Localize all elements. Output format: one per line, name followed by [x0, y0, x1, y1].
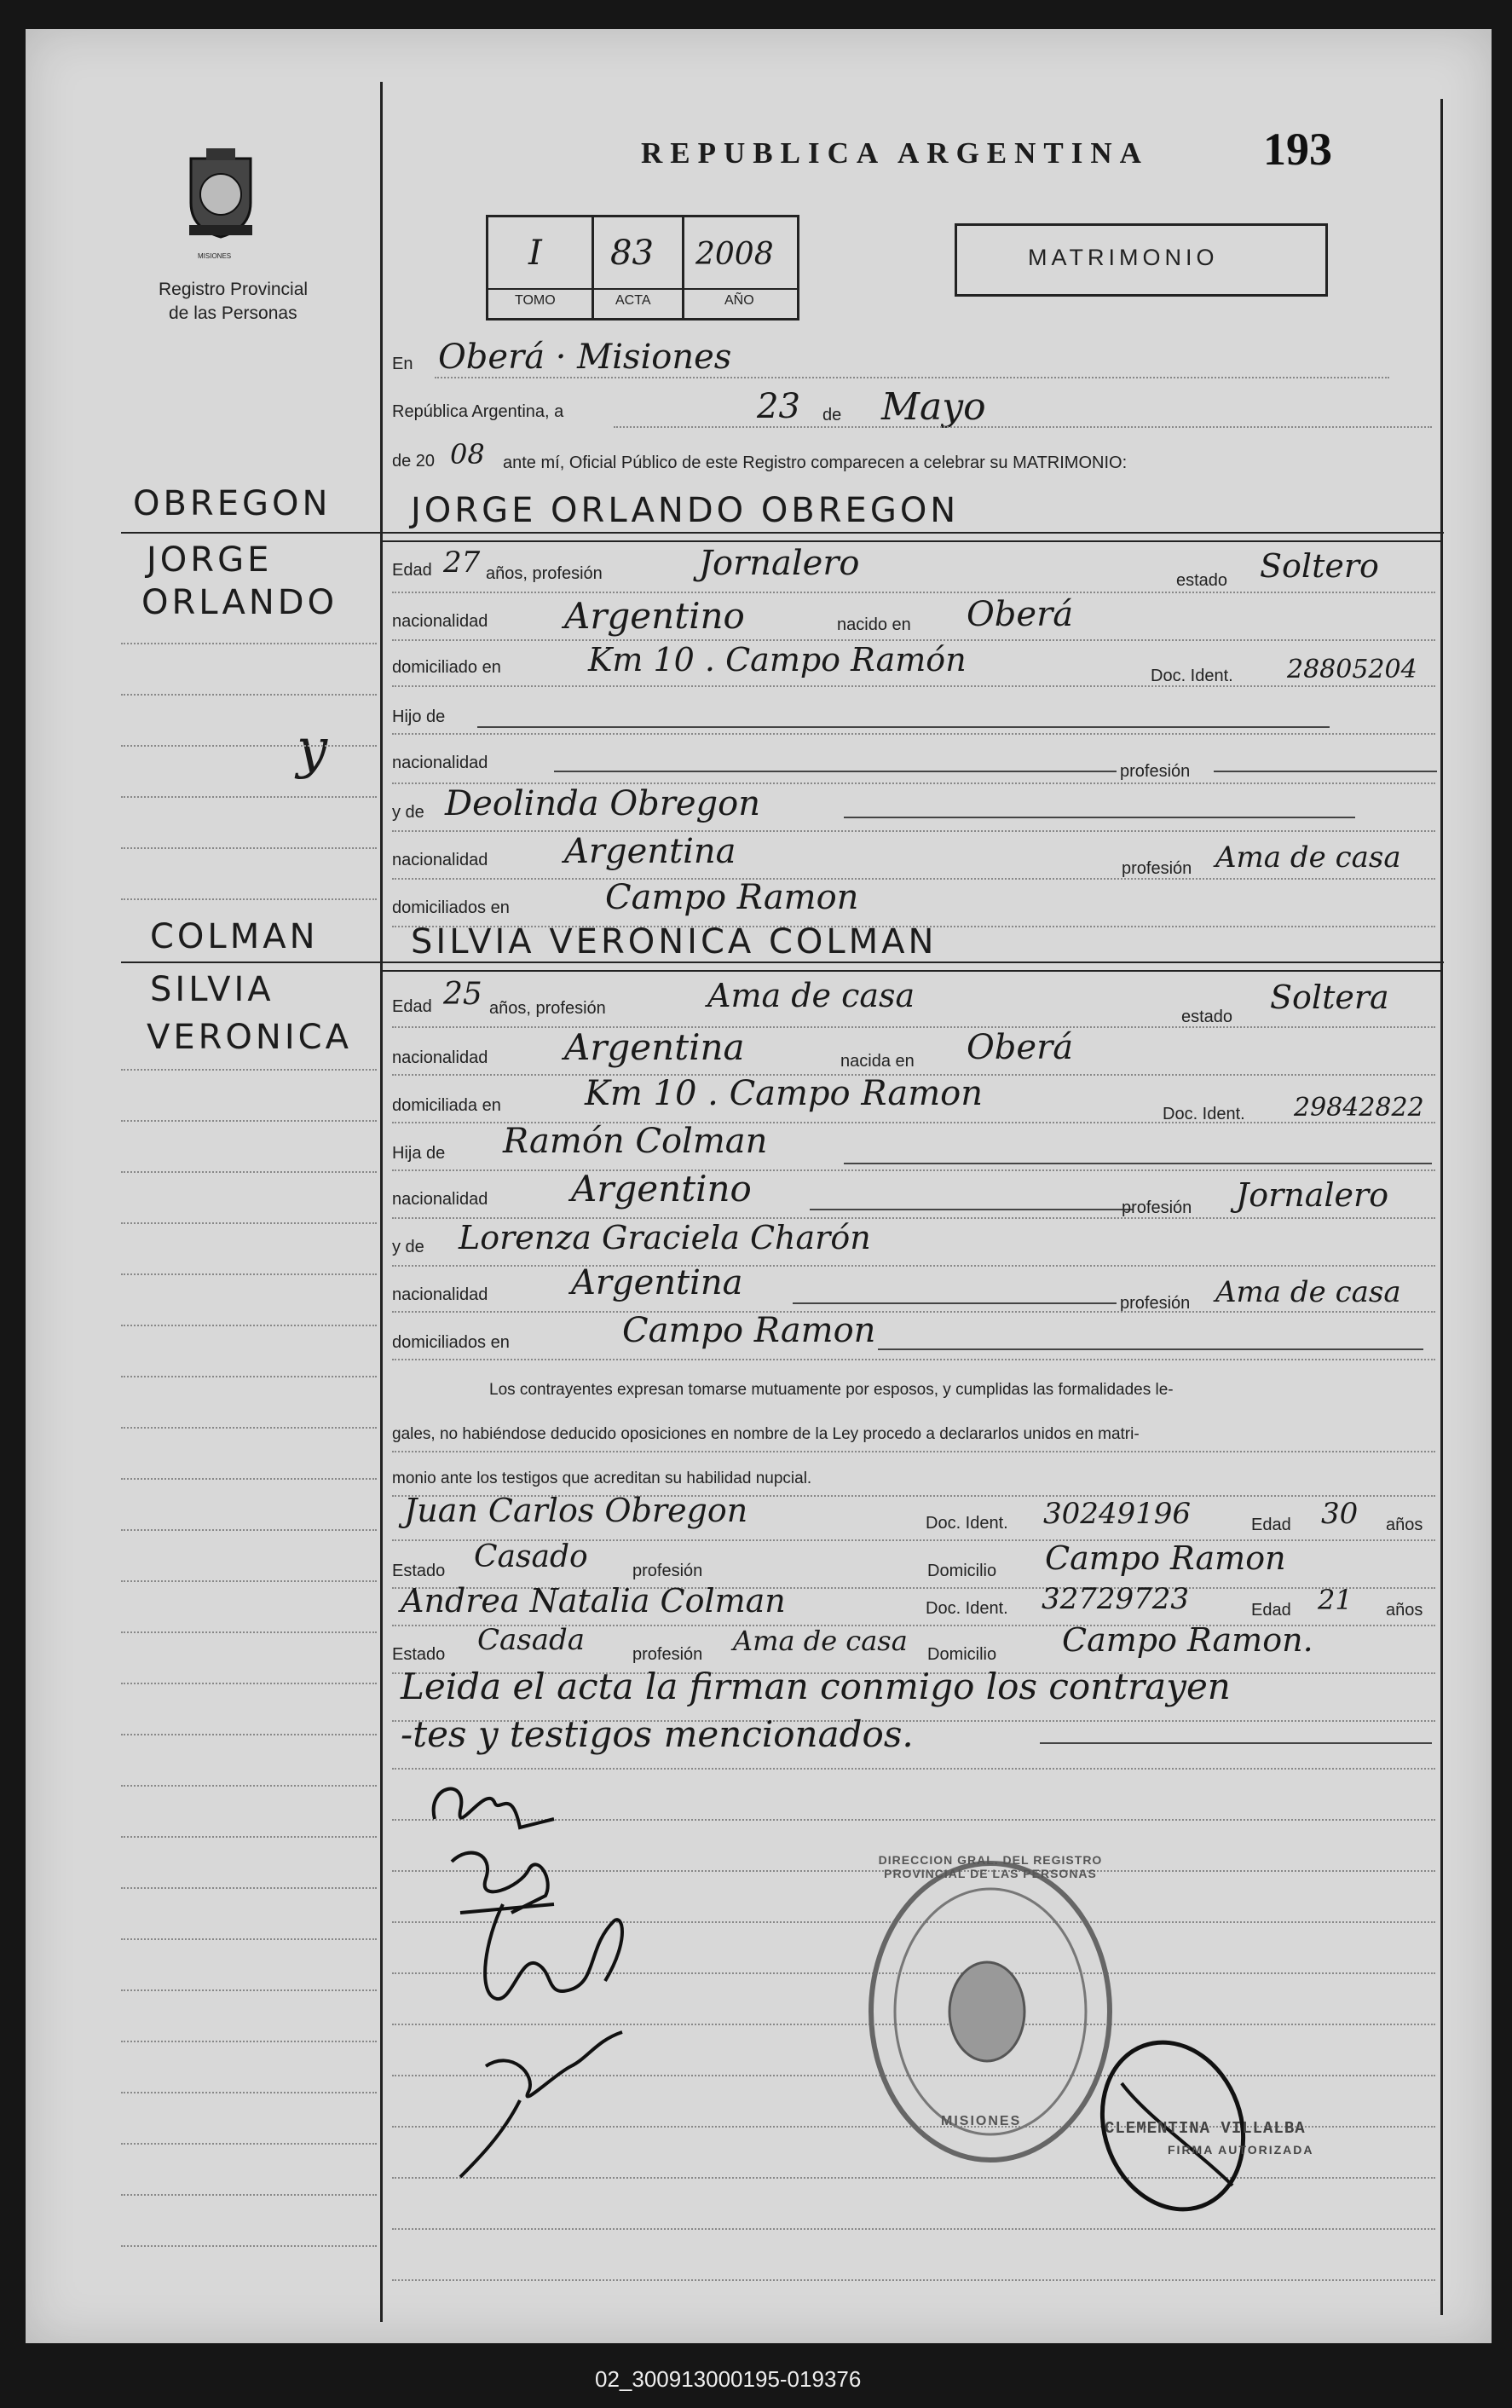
- groom-nacido: Oberá: [967, 595, 1074, 634]
- witness1-edad-label: Edad: [1251, 1516, 1291, 1534]
- year-suffix: 08: [450, 438, 485, 471]
- country-heading: REPUBLICA ARGENTINA: [641, 136, 1149, 170]
- seal-bottom-text: MISIONES: [941, 2114, 1022, 2128]
- witness1-name: Juan Carlos Obregon: [404, 1492, 748, 1529]
- groom-yde-label: y de: [392, 803, 424, 822]
- bride-profesion: Ama de casa: [707, 977, 915, 1014]
- bride-madre-nac: Argentina: [571, 1263, 743, 1302]
- bride-edad: 25: [443, 977, 482, 1012]
- witness1-estado: Casado: [474, 1539, 588, 1574]
- bride-madre-nac-label: nacionalidad: [392, 1285, 488, 1304]
- groom-madre-prof: Ama de casa: [1215, 840, 1401, 875]
- bride-nacida-label: nacida en: [840, 1052, 915, 1071]
- signature-testigo-1: [452, 1887, 656, 2015]
- register-page: [26, 29, 1492, 2343]
- witness1-edad: 30: [1321, 1497, 1359, 1531]
- bride-nacionalidad: Argentina: [564, 1026, 745, 1068]
- bride-hija-label: Hija de: [392, 1144, 446, 1163]
- witness1-domicilio-label: Domicilio: [927, 1562, 997, 1580]
- witness2-estado: Casada: [477, 1623, 586, 1657]
- bride-yde-label: y de: [392, 1238, 424, 1256]
- bride-padre-prof: Jornalero: [1236, 1176, 1389, 1214]
- groom-domicilio-label: domiciliado en: [392, 658, 501, 677]
- closing-line1: Leida el acta la firman conmigo los contrayen: [401, 1666, 1231, 1707]
- bride-padre-nac: Argentino: [571, 1168, 752, 1210]
- acta-label: ACTA: [615, 293, 651, 308]
- groom-doc: 28805204: [1287, 655, 1417, 684]
- year-prefix: de 20: [392, 452, 436, 471]
- bride-madre: Lorenza Graciela Charón: [459, 1219, 871, 1256]
- ano-value: 2008: [695, 237, 774, 272]
- bride-padres-dom: Campo Ramon: [622, 1311, 876, 1350]
- margin-bride-given1: SILVIA: [150, 970, 274, 1009]
- acta-value: 83: [610, 234, 654, 273]
- groom-nacionalidad: Argentino: [564, 595, 745, 637]
- groom-madre: Deolinda Obregon: [445, 784, 760, 823]
- groom-madre-prof-label: profesión: [1122, 859, 1192, 878]
- witness1-profesion-label: profesión: [632, 1562, 703, 1580]
- witness2-doc: 32729723: [1042, 1582, 1190, 1616]
- groom-padre-nac-label: nacionalidad: [392, 754, 488, 772]
- groom-profesion: Jornalero: [699, 544, 860, 583]
- declaration-line3: monio ante los testigos que acreditan su habilidad nupcial.: [392, 1470, 812, 1487]
- margin-groom-given1: JORGE: [147, 540, 273, 580]
- groom-padres-dom-label: domiciliados en: [392, 898, 510, 917]
- witness2-edad: 21: [1318, 1584, 1353, 1616]
- crest-label: MISIONES: [198, 252, 232, 260]
- place-value: Oberá · Misiones: [438, 338, 732, 377]
- groom-edad-label: Edad: [392, 561, 432, 580]
- margin-conjunction: y: [297, 718, 328, 781]
- month-value: Mayo: [881, 385, 986, 429]
- witness2-estado-label: Estado: [392, 1645, 446, 1664]
- groom-domicilio: Km 10 . Campo Ramón: [588, 641, 967, 679]
- witness1-doc-label: Doc. Ident.: [926, 1514, 1008, 1533]
- margin-groom-given2: ORLANDO: [141, 583, 338, 622]
- groom-anos-label: años, profesión: [486, 564, 603, 583]
- witness2-name: Andrea Natalia Colman: [401, 1582, 786, 1620]
- bride-padre-nac-label: nacionalidad: [392, 1190, 488, 1209]
- registry-name-line1: Registro Provincial: [159, 280, 309, 299]
- witness2-anos-label: años: [1386, 1601, 1423, 1620]
- bride-anos-label: años, profesión: [489, 999, 606, 1018]
- witness2-profesion-label: profesión: [632, 1645, 703, 1664]
- witness2-domicilio: Campo Ramon.: [1062, 1621, 1313, 1659]
- declaration-line1: Los contrayentes expresan tomarse mutuamente por esposos, y cumplidas las formalidades le-: [489, 1381, 1174, 1399]
- bride-madre-prof: Ama de casa: [1215, 1275, 1401, 1309]
- de-label: de: [822, 406, 842, 424]
- groom-madre-nac-label: nacionalidad: [392, 851, 488, 869]
- groom-padre-prof-label: profesión: [1120, 762, 1191, 781]
- seal-ring-text: DIRECCION GRAL. DEL REGISTRO PROVINCIAL DE LAS PERSONAS: [878, 1853, 1103, 1880]
- bride-padre: Ramón Colman: [503, 1122, 768, 1161]
- bride-edad-label: Edad: [392, 997, 432, 1016]
- officer-stamp-name: CLEMENTINA VILLALBA: [1105, 2119, 1306, 2138]
- witness1-domicilio: Campo Ramon: [1045, 1539, 1286, 1577]
- margin-bride-surname: COLMAN: [150, 917, 319, 956]
- bride-domicilio-label: domiciliada en: [392, 1096, 501, 1115]
- bride-estado: Soltera: [1270, 979, 1389, 1016]
- bride-doc-label: Doc. Ident.: [1163, 1105, 1245, 1123]
- bride-domicilio: Km 10 . Campo Ramon: [585, 1074, 984, 1113]
- right-rule: [1440, 99, 1443, 2315]
- record-type: MATRIMONIO: [1028, 245, 1219, 270]
- bride-doc: 29842822: [1294, 1093, 1424, 1123]
- witness1-anos-label: años: [1386, 1516, 1423, 1534]
- witness2-doc-label: Doc. Ident.: [926, 1599, 1008, 1618]
- groom-madre-nac: Argentina: [564, 832, 736, 871]
- groom-nacionalidad-label: nacionalidad: [392, 612, 488, 631]
- groom-doc-label: Doc. Ident.: [1151, 667, 1233, 685]
- ano-label: AÑO: [724, 293, 754, 308]
- intro-statement: ante mí, Oficial Público de este Registro comparecen a celebrar su MATRIMONIO:: [503, 453, 1128, 472]
- tomo-value: I: [528, 234, 542, 273]
- bride-padre-prof-label: profesión: [1122, 1198, 1192, 1217]
- margin-bride-given2: VERONICA: [147, 1018, 352, 1057]
- bride-padres-dom-label: domiciliados en: [392, 1333, 510, 1352]
- witness2-edad-label: Edad: [1251, 1601, 1291, 1620]
- signature-testigo-2: [435, 2015, 656, 2186]
- declaration-line2: gales, no habiéndose deducido oposiciones en nombre de la Ley procedo a declararlos unidos en matri-: [392, 1425, 1140, 1443]
- bride-nacida: Oberá: [967, 1028, 1074, 1067]
- file-id: 02_300913000195-019376: [595, 2366, 862, 2392]
- witness2-domicilio-label: Domicilio: [927, 1645, 997, 1664]
- closing-line2: -tes y testigos mencionados.: [401, 1713, 914, 1755]
- margin-rule: [380, 82, 383, 2322]
- groom-edad: 27: [443, 546, 481, 580]
- republica-label: República Argentina, a: [392, 402, 564, 421]
- page-number: 193: [1263, 124, 1332, 175]
- officer-stamp-title: FIRMA AUTORIZADA: [1168, 2143, 1314, 2157]
- groom-nacido-label: nacido en: [837, 615, 911, 634]
- groom-hijo-label: Hijo de: [392, 707, 446, 726]
- tomo-label: TOMO: [515, 293, 556, 308]
- registry-name-line2: de las Personas: [169, 303, 297, 323]
- bride-full-name: SILVIA VERONICA COLMAN: [411, 922, 938, 961]
- groom-full-name: JORGE ORLANDO OBREGON: [411, 491, 960, 530]
- witness1-estado-label: Estado: [392, 1562, 446, 1580]
- en-label: En: [392, 355, 413, 373]
- witness1-doc: 30249196: [1043, 1497, 1192, 1531]
- bride-estado-label: estado: [1181, 1008, 1233, 1026]
- groom-estado-label: estado: [1176, 571, 1228, 590]
- margin-groom-surname: OBREGON: [133, 484, 332, 523]
- groom-padres-dom: Campo Ramon: [605, 878, 859, 917]
- bride-madre-prof-label: profesión: [1120, 1294, 1191, 1313]
- groom-estado: Soltero: [1260, 547, 1379, 585]
- day-value: 23: [757, 387, 800, 426]
- witness2-profesion: Ama de casa: [733, 1625, 908, 1657]
- provincial-crest-icon: [182, 143, 259, 242]
- bride-nacionalidad-label: nacionalidad: [392, 1048, 488, 1067]
